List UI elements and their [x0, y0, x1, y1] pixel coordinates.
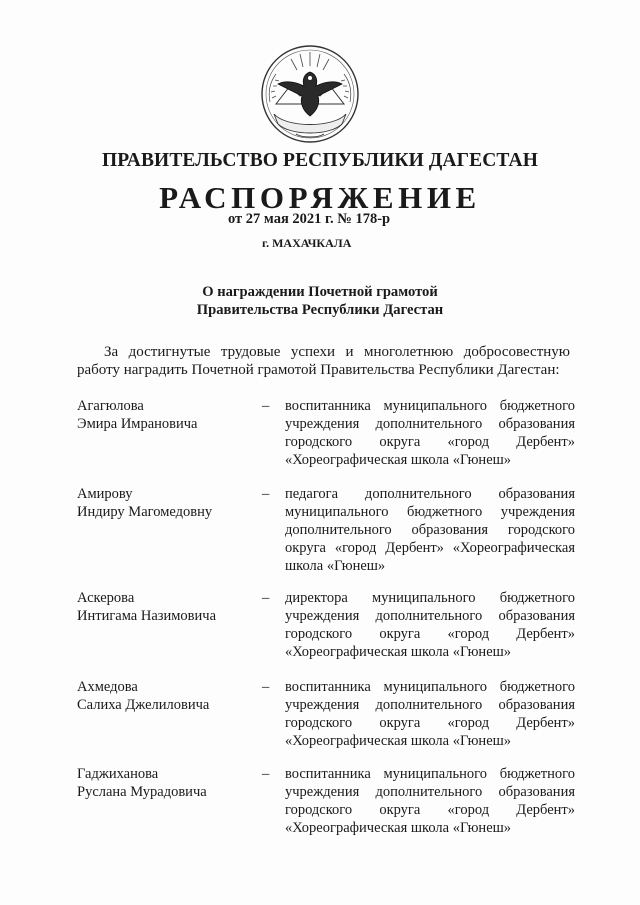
document-date-number: от 27 мая 2021 г. № 178-р — [228, 211, 391, 227]
subject-line: О награждении Почетной грамотой — [202, 284, 438, 300]
recipient-surname: Гаджиханова — [77, 766, 159, 782]
recipient-name — [77, 678, 252, 714]
recipient-description: воспитанника муниципального бюджетного учреждения дополнительного образования городского округа «город Дербент» «Хореографическая школа «Гюнеш» — [285, 766, 575, 836]
recipient-surname: Амирову — [77, 486, 133, 502]
recipient-surname: Агагюлова — [77, 398, 144, 414]
entry-dash: – — [262, 486, 270, 502]
recipient-description: педагога дополнительного образования муниципального бюджетного учреждения дополнительного образования городского округа «город Дербент» «Хореографическая школа «Гюнеш» — [285, 486, 575, 574]
recipient-given-name: Салиха Джелиловича — [77, 697, 210, 713]
document-type-heading: РАСПОРЯЖЕНИЕ — [159, 180, 481, 215]
document-subject — [0, 283, 640, 319]
recipient-given-name: Интигама Назимовича — [77, 608, 217, 624]
recipient-name — [77, 397, 252, 433]
recipient-description: директора муниципального бюджетного учреждения дополнительного образования городского округа «город Дербент» «Хореографическая школа «Гюнеш» — [285, 590, 575, 660]
recipient-surname: Аскерова — [77, 590, 135, 606]
recipient-name — [77, 589, 252, 625]
subject-line: Правительства Республики Дагестан — [196, 302, 444, 318]
recipient-name — [77, 485, 252, 521]
entry-dash: – — [262, 679, 270, 695]
recipient-description: воспитанника муниципального бюджетного учреждения дополнительного образования городского округа «город Дербент» «Хореографическая школа «Гюнеш» — [285, 398, 575, 468]
recipient-given-name: Индиру Магомедовну — [77, 504, 213, 520]
entry-dash: – — [262, 398, 270, 414]
document-city: г. МАХАЧКАЛА — [262, 236, 352, 250]
recipient-given-name: Эмира Имрановича — [77, 416, 198, 432]
government-title: ПРАВИТЕЛЬСТВО РЕСПУБЛИКИ ДАГЕСТАН — [101, 150, 538, 171]
recipient-given-name: Руслана Мурадовича — [77, 784, 207, 800]
recipient-name — [77, 765, 252, 801]
recipient-surname: Ахмедова — [77, 679, 138, 695]
coat-of-arms-emblem-icon — [256, 42, 364, 146]
recipient-description: воспитанника муниципального бюджетного учреждения дополнительного образования городского округа «город Дербент» «Хореографическая школа «Гюнеш» — [285, 679, 575, 749]
intro-paragraph: За достигнутые трудовые успехи и многолетнюю добросовестную работу наградить Почетной грамотой Правительства Республики Дагестан: — [77, 344, 570, 378]
entry-dash: – — [262, 766, 270, 782]
entry-dash: – — [262, 590, 270, 606]
